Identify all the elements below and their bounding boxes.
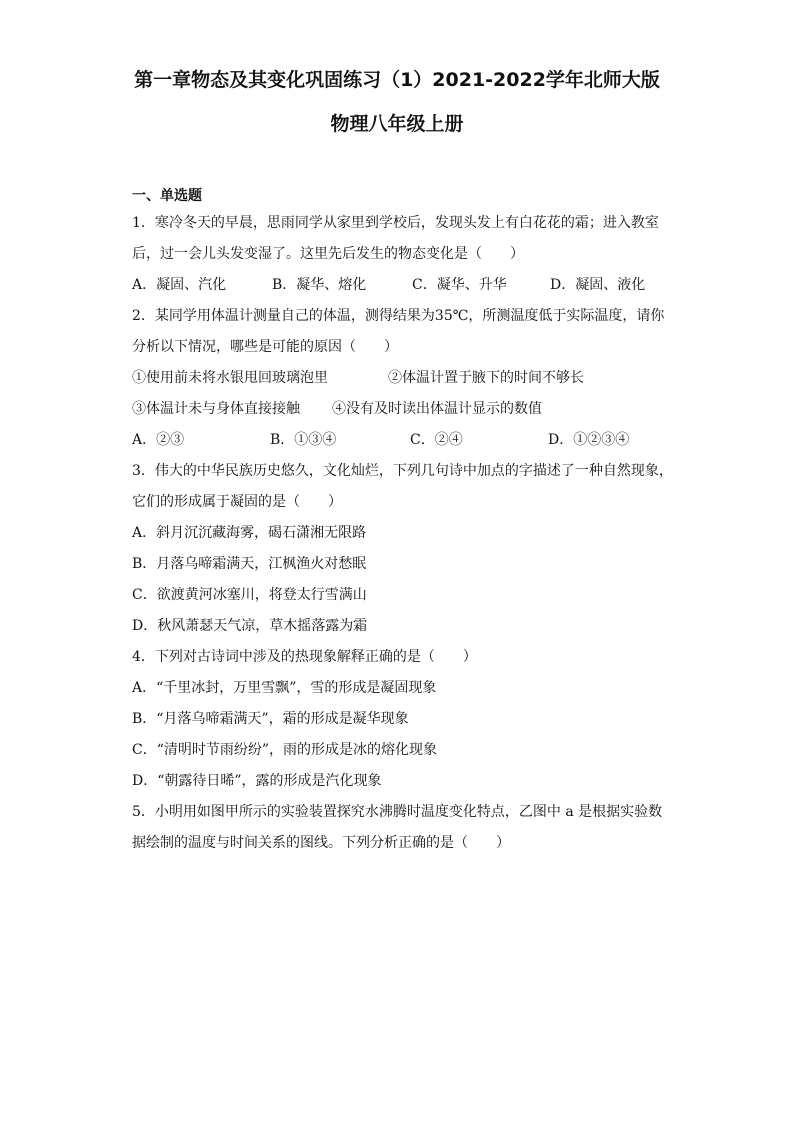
q4-option-c: C．“清明时节雨纷纷”，雨的形成是冰的熔化现象 xyxy=(132,742,438,758)
q3-option-c: C．欲渡黄河冰塞川，将登太行雪满山 xyxy=(132,587,367,603)
q3-stem-line1: 3．伟大的中华民族历史悠久，文化灿烂，下列几句诗中加点的字描述了一种自然现象， xyxy=(132,463,673,479)
q2-option-d: D．①②③④ xyxy=(548,432,630,448)
q4-option-a: A．“千里冰封，万里雪飘”，雪的形成是凝固现象 xyxy=(132,680,437,696)
q1-option-a: A．凝固、汽化 xyxy=(132,277,227,293)
q2-option-b: B．①③④ xyxy=(270,432,337,448)
q2-item-2: ②体温计置于腋下的时间不够长 xyxy=(388,370,584,386)
section-heading: 一、单选题 xyxy=(132,188,202,204)
question-3 xyxy=(132,456,672,642)
q1-option-c: C．凝华、升华 xyxy=(412,277,507,293)
q3-stem-line2: 它们的形成属于凝固的是（ ） xyxy=(132,494,342,510)
q2-option-c: C．②④ xyxy=(410,432,463,448)
q2-stem-line2: 分析以下情况，哪些是可能的原因（ ） xyxy=(132,339,398,355)
q2-options xyxy=(132,425,672,456)
question-1 xyxy=(132,208,672,301)
q5-stem-line1: 5．小明用如图甲所示的实验装置探究水沸腾时温度变化特点，乙图中 a 是根据实验数 xyxy=(132,804,663,820)
q1-option-b: B．凝华、熔化 xyxy=(272,277,367,293)
q2-items-row2 xyxy=(132,394,672,425)
q2-items-row1 xyxy=(132,363,672,394)
q4-option-b: B．“月落乌啼霜满天”，霜的形成是凝华现象 xyxy=(132,711,409,727)
q2-stem-line1: 2．某同学用体温计测量自己的体温，测得结果为35℃，所测温度低于实际温度，请你 xyxy=(132,308,665,324)
q2-item-3: ③体温计未与身体直接接触 xyxy=(132,401,300,417)
q5-stem-line2: 据绘制的温度与时间关系的图线。下列分析正确的是（ ） xyxy=(132,835,510,851)
q3-option-a: A．斜月沉沉藏海雾，碣石潇湘无限路 xyxy=(132,525,367,541)
q4-option-d: D．“朝露待日晞”，露的形成是汽化现象 xyxy=(132,773,382,789)
q2-item-4: ④没有及时读出体温计显示的数值 xyxy=(332,401,542,417)
q1-option-d: D．凝固、液化 xyxy=(550,277,646,293)
q1-options xyxy=(132,270,672,301)
q1-stem-line2: 后，过一会儿头发变湿了。这里先后发生的物态变化是（ ） xyxy=(132,246,524,262)
q1-stem-line1: 1．寒冷冬天的早晨，思雨同学从家里到学校后，发现头发上有白花花的霜；进入教室 xyxy=(132,215,659,231)
q2-option-a: A．②③ xyxy=(132,432,185,448)
question-2 xyxy=(132,301,672,456)
document-title-line2: 物理八年级上册 xyxy=(330,113,464,135)
q2-item-1: ①使用前未将水银甩回玻璃泡里 xyxy=(132,370,328,386)
q3-option-b: B．月落乌啼霜满天，江枫渔火对愁眠 xyxy=(132,556,367,572)
document-title-line1: 第一章物态及其变化巩固练习（1）2021-2022学年北师大版 xyxy=(134,69,660,91)
question-4 xyxy=(132,642,672,797)
question-content xyxy=(132,184,672,859)
q4-stem: 4．下列对古诗词中涉及的热现象解释正确的是（ ） xyxy=(132,649,477,665)
q3-option-d: D．秋风萧瑟天气凉，草木摇落露为霜 xyxy=(132,618,368,634)
question-5 xyxy=(132,797,672,859)
